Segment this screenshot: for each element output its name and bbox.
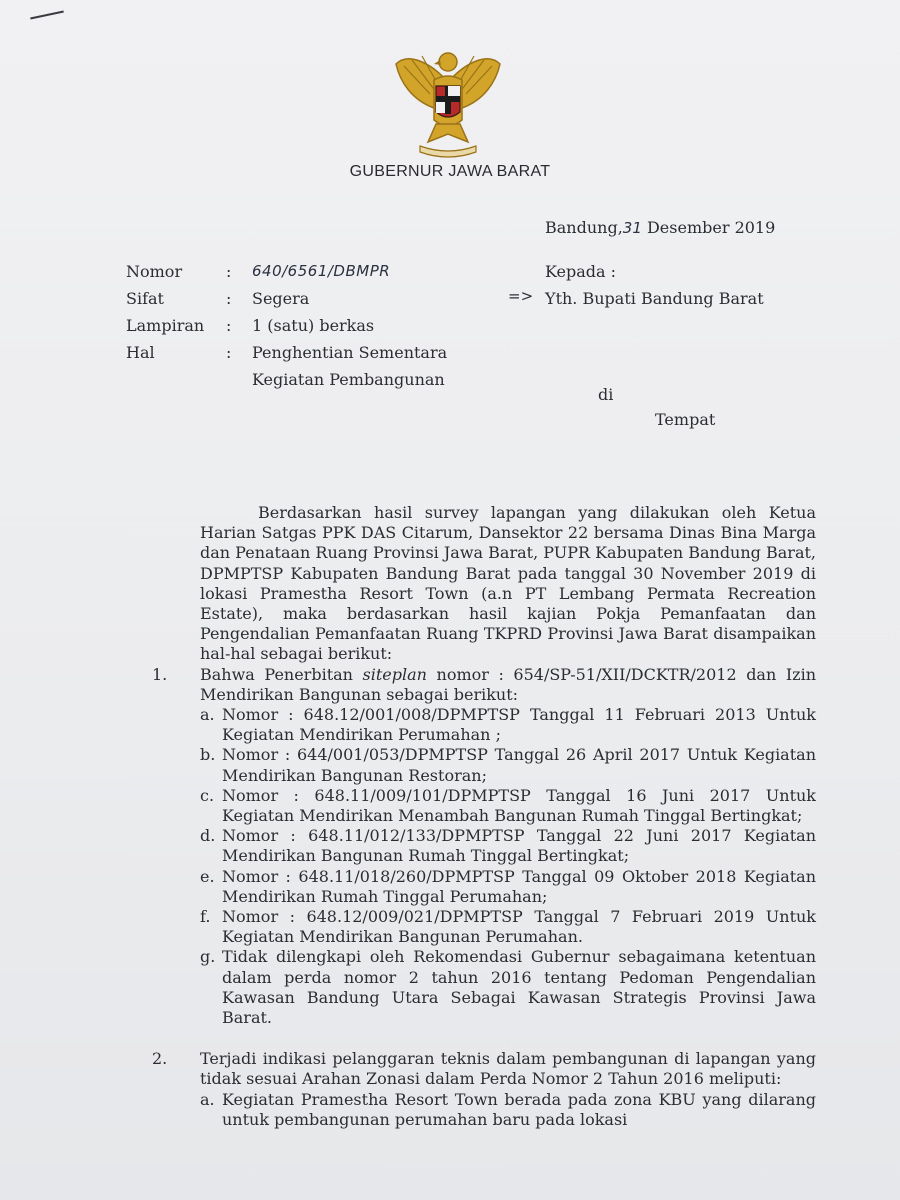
point-1-body — [200, 665, 816, 1029]
point-1-item-d — [200, 826, 816, 866]
meta-lampiran-value: 1 (satu) berkas — [252, 316, 375, 335]
pen-mark — [30, 10, 64, 19]
letter-date — [545, 218, 775, 237]
meta-lampiran-row — [126, 312, 512, 339]
point-2 — [152, 1049, 816, 1130]
point-2-item-a — [200, 1090, 816, 1130]
meta-colon: : — [226, 343, 232, 362]
point-1-item-g — [200, 947, 816, 1028]
item-text: Kegiatan Pramestha Resort Town berada pada zona KBU yang dilarang untuk pembangunan perumahan baru pada lokasi — [222, 1089, 816, 1129]
point-1-lead-italic: siteplan — [362, 664, 427, 684]
point-1-lead-b: nomor : 654/SP-51/XII/DCKTR/2012 dan Izin Mendirikan Bangunan sebagai berikut: — [200, 664, 817, 704]
point-1-item-f — [200, 907, 816, 947]
point-1-number: 1. — [152, 664, 168, 684]
letter-meta — [126, 258, 512, 393]
meta-hal-line2: Kegiatan Pembangunan — [252, 370, 445, 389]
point-1-item-b — [200, 745, 816, 785]
date-day-handwritten: 31 — [622, 219, 642, 237]
recipient-tempat: Tempat — [655, 410, 716, 429]
office-title: GUBERNUR JAWA BARAT — [349, 163, 551, 180]
meta-colon: : — [226, 316, 232, 335]
item-text: Nomor : 648.11/012/133/DPMPTSP Tanggal 22 Juni 2017 Kegiatan Mendirikan Bangunan Rumah Tinggal Bertingkat; — [222, 826, 816, 866]
meta-hal-value — [252, 339, 512, 393]
meta-hal-line1: Penghentian Sementara — [252, 343, 448, 362]
recipient-di: di — [598, 385, 614, 404]
point-2-body — [200, 1049, 816, 1130]
item-text: Nomor : 648.11/009/101/DPMPTSP Tanggal 16 Juni 2017 Untuk Kegiatan Mendirikan Menambah Bangunan Rumah Tinggal Bertingkat; — [222, 785, 816, 826]
item-letter: a. — [200, 1089, 215, 1109]
item-letter: g. — [200, 947, 216, 967]
letter-body — [152, 503, 817, 1130]
item-letter: d. — [200, 826, 216, 846]
recipient-block — [545, 258, 764, 312]
point-1-lead-a: Bahwa Penerbitan — [200, 664, 363, 684]
meta-hal-row — [126, 339, 512, 393]
meta-sifat-row — [126, 285, 512, 312]
intro-paragraph: Berdasarkan hasil survey lapangan yang dilakukan oleh Ketua Harian Satgas PPK DAS Citarum, Dansektor 22 bersama Dinas Bina Marga dan Penataan Ruang Provinsi Jawa Barat, PUPR Kabupaten Bandung Barat, DPMPTSP Kabupaten Bandung Barat pada tanggal 30 November 2019 di lokasi Pramestha Resort Town (a.n PT Lembang Permata Recreation Estate), maka berdasarkan hasil kajian Pokja Pemanfaatan dan Pengendalian Pemanfaatan Ruang TKPRD Provinsi Jawa Barat disampaikan hal-hal sebagai berikut: — [200, 503, 816, 664]
point-2-number: 2. — [152, 1049, 168, 1069]
item-letter: f. — [200, 907, 211, 927]
recipient-kepada: Kepada : — [545, 262, 617, 281]
date-month-year: Desember 2019 — [646, 218, 776, 237]
item-text: Nomor : 648.12/009/021/DPMPTSP Tanggal 7 Februari 2019 Untuk Kegiatan Mendirikan Bangunan Perumahan. — [222, 907, 816, 947]
item-letter: a. — [200, 705, 215, 725]
point-1-item-a — [200, 705, 816, 745]
point-2-lead: Terjadi indikasi pelanggaran teknis dalam pembangunan di lapangan yang tidak sesuai Arahan Zonasi dalam Perda Nomor 2 Tahun 2016 meliputi: — [200, 1049, 816, 1089]
point-1-lead — [200, 665, 816, 705]
meta-nomor-row — [126, 258, 512, 285]
meta-sifat-value: Segera — [252, 289, 310, 308]
item-letter: c. — [200, 785, 215, 805]
meta-sifat-label: Sifat — [126, 289, 164, 308]
meta-hal-label: Hal — [126, 343, 155, 362]
point-1 — [152, 664, 817, 1029]
point-1-item-c — [200, 786, 816, 826]
meta-nomor-value: 640/6561/DBMPR — [252, 262, 391, 280]
spacer — [200, 1028, 816, 1049]
item-text: Nomor : 644/001/053/DPMPTSP Tanggal 26 April 2017 Untuk Kegiatan Mendirikan Bangunan Restoran; — [222, 745, 816, 785]
item-text: Tidak dilengkapi oleh Rekomendasi Gubernur sebagaimana ketentuan dalam perda nomor 2 tahun 2016 tentang Pedoman Pengendalian Kawasan Bandung Utara Sebagai Kawasan Strategis Provinsi Jawa Barat. — [222, 947, 816, 1028]
item-text: Nomor : 648.12/001/008/DPMPTSP Tanggal 11 Februari 2013 Untuk Kegiatan Mendirikan Perumahan ; — [222, 705, 816, 745]
item-text: Nomor : 648.11/018/260/DPMPTSP Tanggal 09 Oktober 2018 Kegiatan Mendirikan Rumah Tinggal Perumahan; — [222, 866, 816, 906]
point-1-item-e — [200, 867, 816, 907]
meta-colon: : — [226, 289, 232, 308]
handwritten-arrow: => — [508, 287, 534, 305]
meta-nomor-label: Nomor — [126, 262, 183, 281]
garuda-emblem-icon — [390, 42, 506, 160]
meta-lampiran-label: Lampiran — [126, 316, 205, 335]
date-place: Bandung, — [545, 218, 623, 237]
meta-colon: : — [226, 262, 232, 281]
item-letter: b. — [200, 745, 216, 765]
recipient-yth: Yth. Bupati Bandung Barat — [545, 289, 764, 308]
item-letter: e. — [200, 866, 215, 886]
